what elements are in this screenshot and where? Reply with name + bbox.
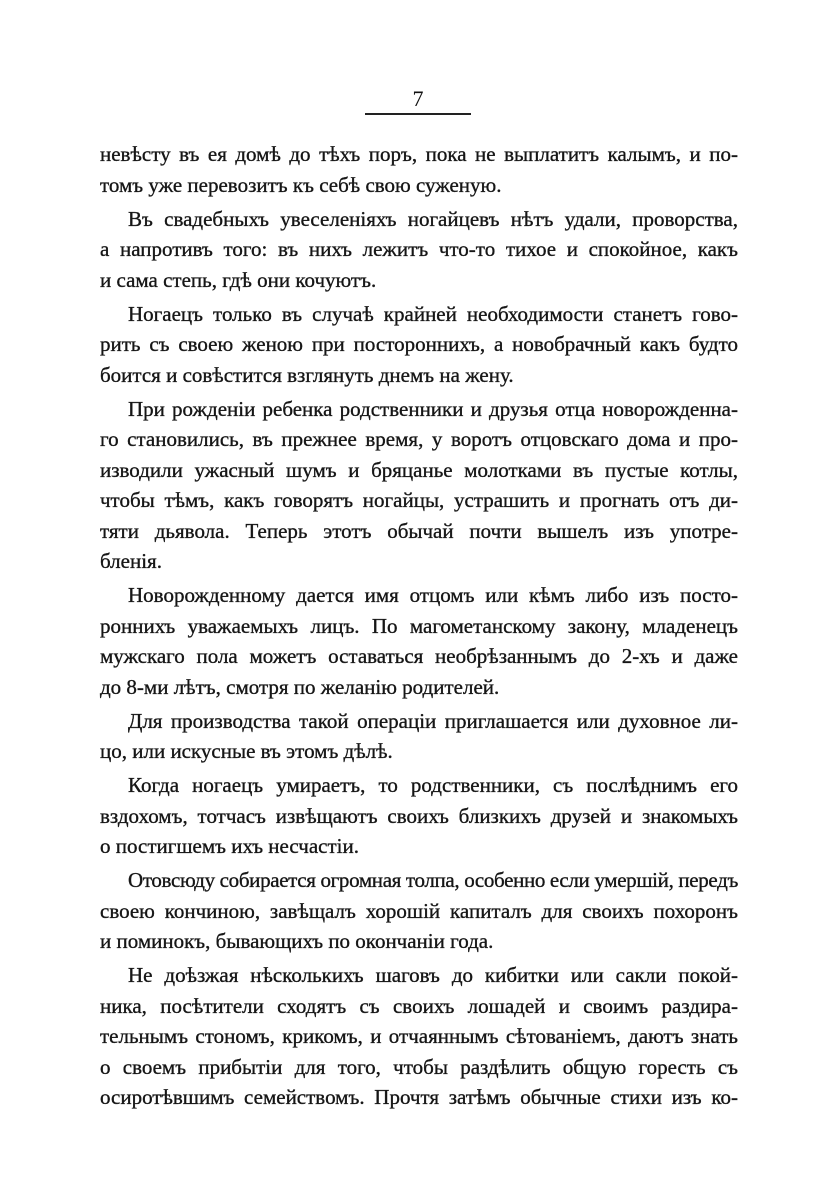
text-line: бленія.: [100, 549, 162, 573]
text-line: При рожденіи ребенка родственники и друзья отца новорожденна-: [128, 396, 738, 421]
text-line: Ногаецъ только въ случаѣ крайней необходимости станетъ гово-: [128, 301, 738, 326]
text-line: тельнымъ стономъ, крикомъ, и отчаяннымъ сѣтованіемъ, даютъ знать: [100, 1024, 738, 1048]
header-rule: [365, 113, 471, 115]
paragraph: [100, 706, 738, 767]
paragraph: [100, 299, 738, 391]
text-line: до 8-ми лѣтъ, смотря по желанію родителей.: [100, 674, 500, 699]
text-line: боится и совѣстится взглянуть днемъ на жену.: [100, 362, 514, 387]
body-text: [100, 139, 738, 1113]
text-line: роннихъ уважаемыхъ лицъ. По магометанскому закону, младенецъ: [100, 613, 738, 638]
text-line: Когда ногаецъ умираетъ, то родственники, съ послѣднимъ его: [128, 773, 738, 797]
text-line: цо, или искусные въ этомъ дѣлѣ.: [100, 739, 393, 763]
text-line: тяти дьявола. Теперь этотъ обычай почти вышелъ изъ употре-: [100, 518, 738, 543]
text-line: Въ свадебныхъ увеселеніяхъ ногайцевъ нѣтъ удали, проворства,: [128, 206, 738, 231]
text-line: го становились, въ прежнее время, у воротъ отцовскаго дома и про-: [100, 427, 738, 451]
text-line: чтобы тѣмъ, какъ говорятъ ногайцы, устрашить и прогнать отъ ди-: [100, 488, 738, 512]
paragraph: [100, 960, 738, 1113]
text-line: изводили ужасный шумъ и бряцанье молотками въ пустые котлы,: [100, 457, 738, 482]
paragraph: [100, 580, 738, 702]
text-line: томъ уже перевозитъ къ себѣ свою суженую.: [100, 172, 502, 197]
text-line: и поминокъ, бывающихъ по окончаніи года.: [100, 929, 494, 953]
text-line: Для производства такой операціи приглашается или духовное ли-: [128, 708, 738, 733]
text-line: а напротивъ того: въ нихъ лежитъ что-то тихое и спокойное, какъ: [100, 237, 738, 261]
paragraph: [100, 770, 738, 862]
text-line: ника, посѣтители сходятъ съ своихъ лошадей и своимъ раздира-: [100, 993, 738, 1018]
text-line: осиротѣвшимъ семействомъ. Прочтя затѣмъ обычные стихи изъ ко-: [100, 1085, 738, 1109]
text-line: Отовсюду собирается огромная толпа, особенно если умершій, передъ: [128, 868, 738, 892]
text-line: невѣсту въ ея домѣ до тѣхъ поръ, пока не выплатитъ калымъ, и по-: [100, 142, 738, 166]
page-number: 7: [412, 86, 424, 111]
text-line: своею кончиною, завѣщалъ хорошій капиталъ для своихъ похоронъ: [100, 898, 738, 923]
text-line: Не доѣзжая нѣсколькихъ шаговъ до кибитки или сакли покой-: [128, 963, 738, 987]
paragraph: [100, 139, 738, 200]
text-line: рить съ своею женою при постороннихъ, а новобрачный какъ будто: [100, 332, 738, 356]
paragraph: [100, 865, 738, 957]
text-line: о своемъ прибытіи для того, чтобы раздѣлить общую горесть съ: [100, 1054, 738, 1079]
text-line: и сама степь, гдѣ они кочуютъ.: [100, 267, 377, 292]
paragraph: [100, 394, 738, 577]
paragraph: [100, 204, 738, 296]
text-line: вздохомъ, тотчасъ извѣщаютъ своихъ близкихъ друзей и знакомыхъ: [100, 803, 738, 828]
text-line: мужскаго пола можетъ оставаться необрѣзаннымъ до 2-хъ и даже: [100, 644, 738, 668]
text-line: о постигшемъ ихъ несчастіи.: [100, 834, 359, 858]
text-line: Новорожденному дается имя отцомъ или кѣмъ либо изъ посто-: [128, 583, 738, 607]
